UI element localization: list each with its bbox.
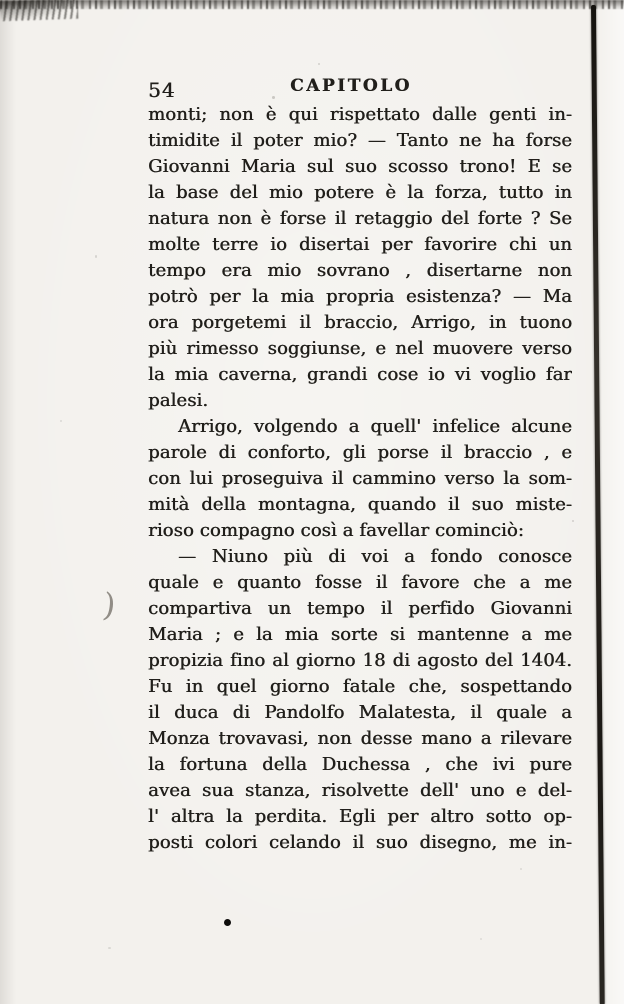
- text-line: la fortuna della Duchessa , che ivi pure: [148, 754, 572, 775]
- text-line: la mia caverna, grandi cose io vi voglio far: [148, 364, 572, 385]
- text-line: Giovanni Maria sul suo scosso trono! E se: [148, 156, 572, 177]
- corner-smudge-artifact: [0, 0, 78, 21]
- text-line: con lui proseguiva il cammino verso la som-: [148, 468, 572, 489]
- text-block: [148, 102, 572, 856]
- text-line: monti; non è qui rispettato dalle genti in-: [148, 104, 572, 125]
- text-line: Monza trovavasi, non desse mano a rilevare: [148, 728, 572, 749]
- text-line: parole di conforto, gli porse il braccio , e: [148, 442, 572, 463]
- text-line: quale e quanto fosse il favore che a me: [148, 572, 572, 593]
- text-line: compartiva un tempo il perfido Giovanni: [148, 598, 572, 619]
- text-line: timidite il poter mio? — Tanto ne ha forse: [148, 130, 572, 151]
- text-line: posti colori celando il suo disegno, me in-: [148, 832, 572, 853]
- text-line: — Niuno più di voi a fondo conosce: [178, 546, 572, 567]
- scan-speck: [572, 520, 574, 522]
- text-line: Arrigo, volgendo a quell' infelice alcune: [178, 416, 572, 437]
- text-line: natura non è forse il retaggio del forte ? Se: [148, 208, 572, 229]
- page-number: 54: [148, 78, 176, 102]
- margin-mark-artifact: ): [100, 585, 118, 625]
- scan-speck: [95, 255, 97, 258]
- text-line: l' altra la perdita. Egli per altro sotto op-: [148, 806, 572, 827]
- text-line: tempo era mio sovrano , disertarne non: [148, 260, 572, 281]
- running-header-title: CAPITOLO: [290, 76, 412, 96]
- text-line: molte terre io disertai per favorire chi un: [148, 234, 572, 255]
- scan-speck: [108, 947, 111, 949]
- text-line: il duca di Pandolfo Malatesta, il quale a: [148, 702, 572, 723]
- text-line: palesi.: [148, 390, 209, 411]
- page-header: [148, 76, 572, 102]
- scan-speck: [272, 96, 275, 99]
- scan-speck: [520, 868, 522, 870]
- ink-dot-artifact: [224, 919, 231, 926]
- scan-speck: [480, 938, 482, 940]
- text-line: ora porgetemi il braccio, Arrigo, in tuono: [148, 312, 572, 333]
- scan-speck: [318, 63, 320, 65]
- text-line: la base del mio potere è la forza, tutto in: [148, 182, 572, 203]
- text-line: propizia fino al giorno 18 di agosto del 1404.: [148, 650, 572, 671]
- text-line: più rimesso soggiunse, e nel muovere verso: [148, 338, 572, 359]
- text-line: Maria ; e la mia sorte si mantenne a me: [148, 624, 572, 645]
- torn-top-edge-artifact: [0, 0, 624, 9]
- binding-line-artifact: [591, 5, 605, 1004]
- scan-speck: [60, 420, 62, 422]
- text-line: Fu in quel giorno fatale che, sospettando: [148, 676, 572, 697]
- text-line: avea sua stanza, risolvette dell' uno e del-: [148, 780, 572, 801]
- text-line: potrò per la mia propria esistenza? — Ma: [148, 286, 572, 307]
- text-line: mità della montagna, quando il suo miste-: [148, 494, 572, 515]
- text-line: rioso compagno così a favellar cominciò:: [148, 520, 524, 541]
